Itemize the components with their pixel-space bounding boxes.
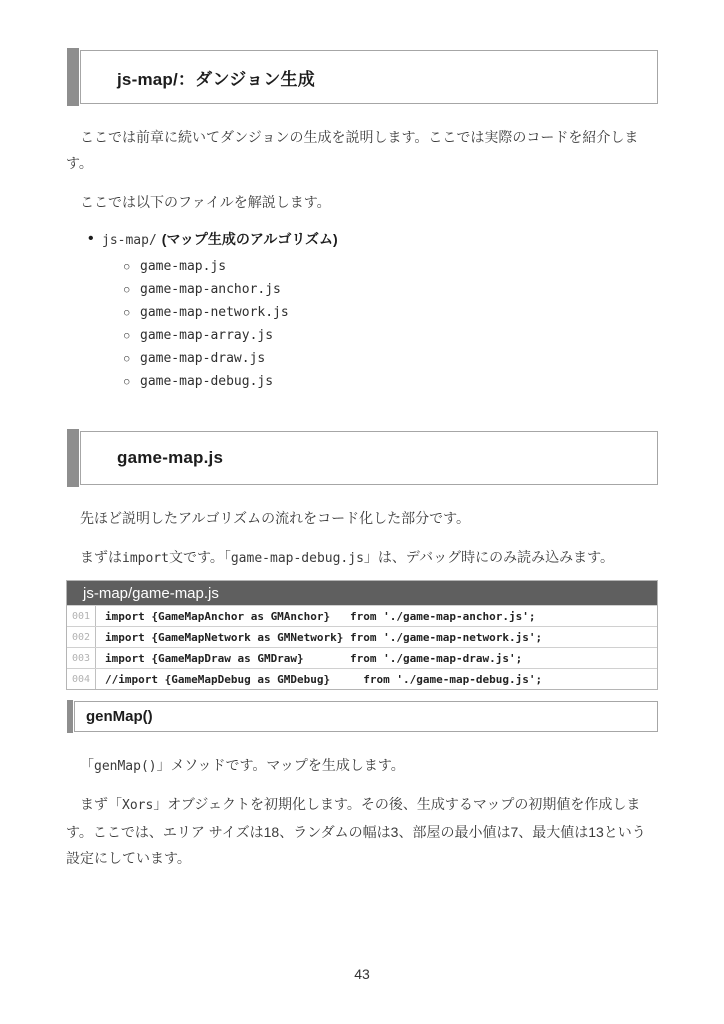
file-sub-list [66, 255, 658, 393]
list-item: ○ game-map-draw.js [66, 347, 658, 370]
code-block [66, 580, 658, 690]
code-text: //import {GameMapDebug as GMDebug} from './game-map-debug.js'; [105, 672, 543, 686]
code-text: import {GameMapDraw as GMDraw} from './game-map-draw.js'; [105, 651, 523, 665]
text-run: まずは [80, 549, 122, 565]
paragraph-genmap [66, 752, 658, 780]
inline-code: genMap() [94, 759, 157, 774]
inline-code: import [122, 551, 169, 566]
text-run: 「 [80, 757, 94, 773]
subsection-heading-genmap [74, 701, 658, 732]
paragraph-files-note: ここでは以下のファイルを解説します。 [80, 194, 331, 210]
section-title: game-map.js [117, 448, 224, 467]
paragraph-intro: ここでは前章に続いてダンジョンの生成を説明します。ここでは実際のコードを紹介します。 [66, 129, 639, 171]
paragraph-import-note [66, 544, 658, 572]
code-line [67, 626, 657, 647]
line-number: 002 [67, 627, 96, 647]
text-run: まず「 [80, 796, 122, 812]
paragraph-code-intro: 先ほど説明したアルゴリズムの流れをコード化した部分です。 [80, 510, 471, 526]
text-run: 文です。「 [168, 549, 231, 565]
page-content [66, 0, 658, 871]
list-item: ○ game-map-array.js [66, 324, 658, 347]
code-block-filename: js-map/game-map.js [67, 581, 657, 605]
section-title: js-map/：ダンジョン生成 [117, 69, 315, 89]
list-item: ○ game-map-network.js [66, 301, 658, 324]
line-number: 004 [67, 669, 96, 689]
paragraph-xors [66, 791, 658, 871]
code-text: import {GameMapAnchor as GMAnchor} from './game-map-anchor.js'; [105, 609, 536, 623]
section-heading-game-map-js [80, 431, 658, 485]
line-number: 001 [67, 606, 96, 626]
code-text: import {GameMapNetwork as GMNetwork} from './game-map-network.js'; [105, 630, 543, 644]
subsection-title: genMap() [86, 708, 153, 725]
list-item: ○ game-map-anchor.js [66, 278, 658, 301]
code-line [67, 647, 657, 668]
list-item: ○ game-map-debug.js [66, 370, 658, 393]
section-heading-js-map [80, 50, 658, 104]
text-run: 」オブジェクトを初期化します。その後、生成するマップの初期値を作成します。ここでは、エリア サイズは18、ランダムの幅は3、部屋の最小値は7、最大値は13という設定にしています。 [66, 796, 646, 866]
file-list [66, 227, 658, 393]
code-line [67, 668, 657, 689]
list-item: ○ game-map.js [66, 255, 658, 278]
inline-code: game-map-debug.js [230, 551, 364, 566]
heading-accent-bar [67, 700, 73, 733]
page-number: 43 [354, 966, 370, 982]
line-number: 003 [67, 648, 96, 668]
text-run: 」メソッドです。マップを生成します。 [156, 757, 405, 773]
text-run: 」は、デバッグ時にのみ読み込みます。 [363, 549, 614, 565]
file-path: js-map/ [102, 233, 157, 248]
heading-accent-bar [67, 429, 79, 487]
file-description: (マップ生成のアルゴリズム) [161, 231, 338, 247]
inline-code: Xors [122, 798, 154, 813]
heading-accent-bar [67, 48, 79, 106]
code-line [67, 605, 657, 626]
list-item-main [66, 227, 658, 253]
